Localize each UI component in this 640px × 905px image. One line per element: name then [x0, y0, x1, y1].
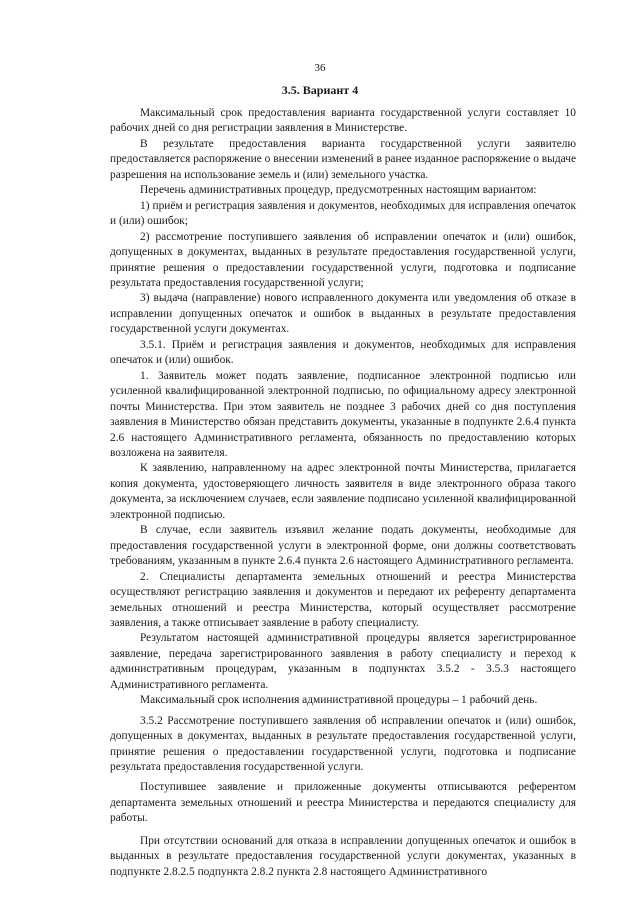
paragraph: 2) рассмотрение поступившего заявления об исправлении опечаток и (или) ошибок, допущенных в документах, выданных в результате предоставления государственной услуги, принятие решения о предоставлении государственной услуги, подготовка и подписание результата предоставления государственной услуги;: [110, 230, 576, 289]
page-number: 36: [314, 62, 326, 74]
paragraph: Максимальный срок исполнения административной процедуры – 1 рабочий день.: [140, 694, 538, 707]
paragraph: Максимальный срок предоставления варианта государственной услуги составляет 10 рабочих дней со дня регистрации заявления в Министерстве.: [110, 107, 576, 135]
paragraph: 1) приём и регистрация заявления и документов, необходимых для исправления опечаток и (или) ошибок;: [110, 199, 576, 228]
paragraph: В случае, если заявитель изъявил желание подать документы, необходимые для предоставления государственной услуги в электронной форме, они должны соответствовать требованиям, указанным в пункте 2.6.4 пункта 2.6 настоящего Административного регламента.: [110, 524, 576, 568]
paragraph: 3) выдача (направление) нового исправленного документа или уведомления об отказе в исправлении допущенных опечаток и ошибок в выданных в результате предоставления государственной услуги документах.: [110, 292, 576, 336]
paragraph: К заявлению, направленному на адрес электронной почты Министерства, прилагается копия документа, удостоверяющего личность заявителя в виде электронного образа такого документа, за исключением случаев, если заявление подписано усиленной квалифицированной электронной подписью.: [110, 462, 576, 521]
paragraph: 3.5.1. Приём и регистрация заявления и документов, необходимых для исправления опечаток и (или) ошибок.: [110, 338, 576, 367]
section-heading: 3.5. Вариант 4: [281, 83, 359, 97]
paragraph: 3.5.2 Рассмотрение поступившего заявления об исправлении опечаток и (или) ошибок, допущенных в документах, выданных в результате предоставления государственной услуги, принятие решения о предоставлении государственной услуги, подготовка и подписание результата предоставления государственной услуги.: [110, 714, 576, 774]
paragraph: Перечень административных процедур, предусмотренных настоящим вариантом:: [140, 184, 537, 197]
document-body: [110, 106, 576, 880]
paragraph: В результате предоставления варианта государственной услуги заявителю предоставляется распоряжение о внесении изменений в ранее изданное распоряжение о выдаче разрешения на использование земель и (или) земельного участка.: [110, 137, 576, 181]
paragraph: 1. Заявитель может подать заявление, подписанное электронной подписью или усиленной квалифицированной электронной подписью, по официальному адресу электронной почты Министерства. При этом заявитель не позднее 3 рабочих дней со дня поступления заявления в Министерство обязан представить документы, указанные в подпункте 2.6.4 пункта 2.6 настоящего Административного регламента, обязанность по предоставлению которых возложена на заявителя.: [110, 369, 576, 459]
paragraph: Результатом настоящей административной процедуры является зарегистрированное заявление, передача зарегистрированного заявления в работу специалисту и переход к административным процедурам, указанным в подпунктах 3.5.2 - 3.5.3 настоящего Административного регламента.: [110, 632, 576, 691]
paragraph: 2. Специалисты департамента земельных отношений и реестра Министерства осуществляют регистрацию заявления и документов и передают их референту департамента земельных отношений и реестра Министерства, который осуществляет рассмотрение заявления, а также отписывает заявление в работу специалисту.: [110, 570, 576, 629]
paragraph: Поступившее заявление и приложенные документы отписываются референтом департамента земельных отношений и реестра Министерства и передаются специалисту для работы.: [110, 781, 576, 825]
paragraph: При отсутствии оснований для отказа в исправлении допущенных опечаток и ошибок в выданных в результате предоставления государственной услуги документах, указанных в подпункте 2.8.2.5 подпункта 2.8.2 пункта 2.8 настоящего Административного: [110, 834, 576, 878]
